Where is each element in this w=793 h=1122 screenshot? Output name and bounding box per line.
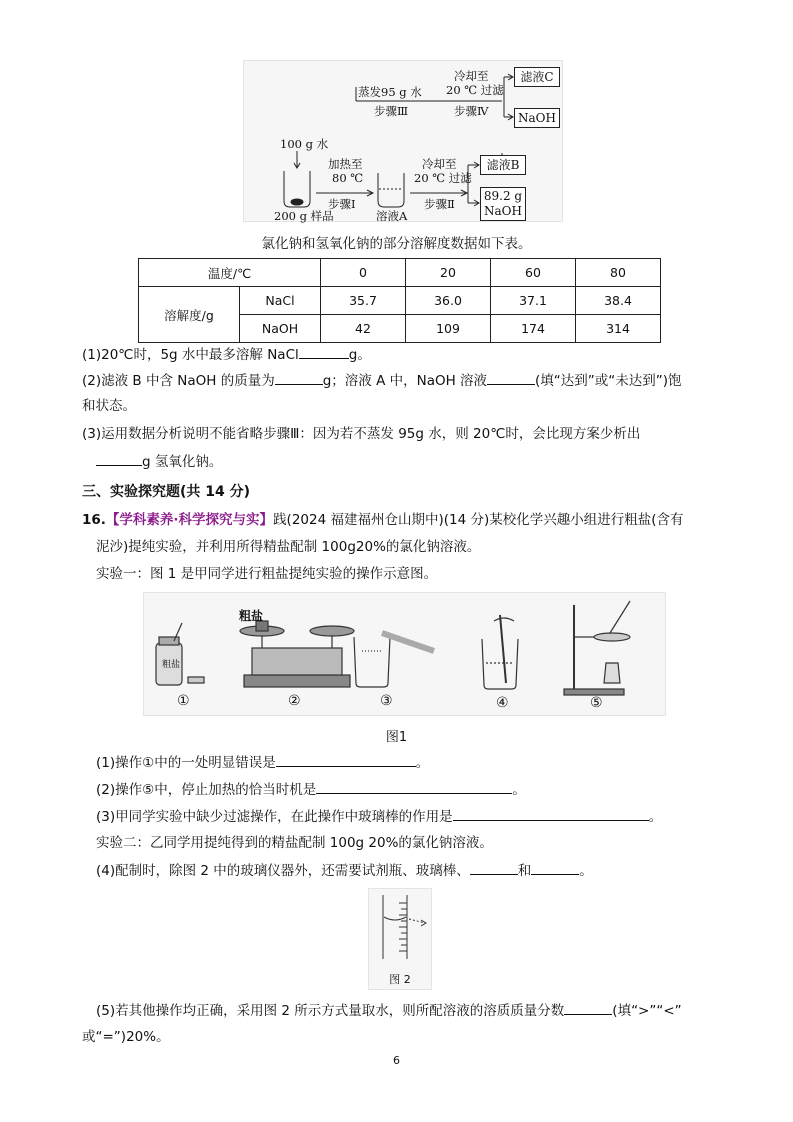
flow-cool-bottom: 冷却至 bbox=[422, 157, 457, 171]
blank[interactable] bbox=[276, 752, 416, 767]
flow-filter-bottom: 20 ℃ 过滤 bbox=[414, 171, 472, 185]
step-5: ⑤ bbox=[590, 695, 603, 711]
table-row bbox=[139, 259, 661, 287]
naoh-0: 42 bbox=[321, 315, 406, 343]
temp-60: 60 bbox=[491, 259, 576, 287]
q16-exp2: 实验二：乙同学用提纯得到的精盐配制 100g 20%的氯化钠溶液。 bbox=[96, 835, 493, 851]
q16-part5-cont: 或“=”)20%。 bbox=[82, 1029, 170, 1045]
solubility-table bbox=[138, 258, 661, 343]
table-intro: 氯化钠和氢氧化钠的部分溶解度数据如下表。 bbox=[261, 236, 532, 252]
q16-part4-text: (4)配制时，除图 2 中的玻璃仪器外，还需要试剂瓶、玻璃棒、 bbox=[96, 863, 470, 879]
naoh-60: 174 bbox=[491, 315, 576, 343]
flow-mass-box bbox=[480, 187, 526, 221]
flow-step2: 步骤Ⅱ bbox=[424, 197, 455, 211]
q16-part1-end: 。 bbox=[415, 755, 430, 771]
flow-temp80: 80 ℃ bbox=[332, 171, 364, 185]
q15-part1-text: (1)20℃时，5g 水中最多溶解 NaCl bbox=[82, 347, 299, 363]
q16-intro-cont: 泥沙)提纯实验，并利用所得精盐配制 100g20%的氯化钠溶液。 bbox=[96, 539, 481, 555]
q15-part1-end: g。 bbox=[348, 347, 371, 363]
q16-part2-end: 。 bbox=[512, 782, 526, 798]
q15-part3-cont bbox=[96, 451, 703, 472]
flow-step3: 步骤Ⅲ bbox=[374, 104, 409, 118]
blank[interactable] bbox=[299, 344, 349, 359]
flow-mass-naoh: NaOH bbox=[484, 204, 522, 218]
flow-mass: 89.2 g bbox=[483, 189, 523, 203]
nacl-60: 37.1 bbox=[491, 287, 576, 315]
q16-part3-end: 。 bbox=[648, 809, 663, 825]
q15-part2 bbox=[82, 370, 703, 391]
blank[interactable] bbox=[531, 860, 579, 875]
flow-filter-top: 20 ℃ 过滤 bbox=[446, 83, 504, 97]
q15-part2-c: (填“达到”或“未达到”)饱 bbox=[535, 373, 682, 389]
blank[interactable] bbox=[453, 806, 649, 821]
naoh-80: 314 bbox=[576, 315, 661, 343]
q16-part4-end: 。 bbox=[579, 863, 593, 879]
flow-diagram bbox=[243, 60, 563, 222]
blank[interactable] bbox=[316, 779, 512, 794]
nacl-label: NaCl bbox=[240, 287, 321, 315]
q16-intro-text: 践(2024 福建福州仓山期中)(14 分)某校化学兴趣小组进行粗盐(含有 bbox=[273, 512, 684, 528]
blank[interactable] bbox=[470, 860, 518, 875]
naoh-20: 109 bbox=[406, 315, 491, 343]
flow-heat: 加热至 bbox=[328, 157, 363, 171]
q15-part3: (3)运用数据分析说明不能省略步骤Ⅲ：因为若不蒸发 95g 水，则 20℃时，会比现方案少析出 bbox=[82, 426, 641, 442]
q16-part5-text: (5)若其他操作均正确，采用图 2 所示方式量取水，则所配溶液的溶质质量分数 bbox=[96, 1003, 565, 1019]
figure-1 bbox=[143, 592, 666, 716]
temp-80: 80 bbox=[576, 259, 661, 287]
naoh-label: NaOH bbox=[240, 315, 321, 343]
step-4: ④ bbox=[496, 695, 509, 711]
flow-step4: 步骤Ⅳ bbox=[454, 104, 489, 118]
q16-part3-text: (3)甲同学实验中缺少过滤操作，在此操作中玻璃棒的作用是 bbox=[96, 809, 453, 825]
q16-part1 bbox=[96, 752, 703, 773]
temp-label: 温度/℃ bbox=[139, 259, 321, 287]
flow-evap: 蒸发95 g 水 bbox=[358, 85, 422, 99]
q16-part2 bbox=[96, 779, 703, 800]
q16-part3 bbox=[96, 806, 703, 827]
blank[interactable] bbox=[564, 1000, 612, 1015]
figure-1-caption: 图1 bbox=[385, 730, 408, 745]
fig1-jar-label: 粗盐 bbox=[162, 660, 181, 670]
flow-water: 100 g 水 bbox=[280, 137, 329, 151]
table-row bbox=[139, 287, 661, 315]
flow-solution-a: 溶液A bbox=[376, 209, 408, 223]
step-2: ② bbox=[288, 693, 301, 709]
q16-part2-text: (2)操作⑤中，停止加热的恰当时机是 bbox=[96, 782, 317, 798]
step-3: ③ bbox=[380, 693, 393, 709]
q16-part5 bbox=[96, 1000, 703, 1021]
flow-filtrate-c: 滤液C bbox=[514, 67, 560, 87]
flow-step1: 步骤Ⅰ bbox=[328, 197, 356, 211]
q16-part1-text: (1)操作①中的一处明显错误是 bbox=[96, 755, 276, 771]
step-1: ① bbox=[177, 693, 190, 709]
q16-number: 16. bbox=[82, 512, 106, 528]
temp-20: 20 bbox=[406, 259, 491, 287]
nacl-80: 38.4 bbox=[576, 287, 661, 315]
q15-part2-a: (2)滤液 B 中含 NaOH 的质量为 bbox=[82, 373, 275, 389]
q16-part4-and: 和 bbox=[517, 863, 532, 879]
q16-exp1: 实验一：图 1 是甲同学进行粗盐提纯实验的操作示意图。 bbox=[96, 566, 438, 582]
temp-0: 0 bbox=[321, 259, 406, 287]
blank[interactable] bbox=[275, 370, 323, 385]
q15-part3-end: g 氢氧化钠。 bbox=[142, 454, 223, 470]
q16-part4 bbox=[96, 860, 703, 881]
flow-filtrate-b: 滤液B bbox=[480, 155, 526, 175]
q16-tag: 【学科素养·科学探究与实】 bbox=[105, 512, 274, 528]
q15-part2-cont: 和状态。 bbox=[82, 398, 136, 414]
page-number: 6 bbox=[393, 1054, 400, 1067]
blank[interactable] bbox=[487, 370, 535, 385]
q15-part1 bbox=[82, 344, 703, 365]
figure-2-caption: 图 2 bbox=[389, 973, 411, 986]
q16-part5-hint: (填“>”“<” bbox=[612, 1003, 682, 1019]
fig1-label: 粗盐 bbox=[239, 609, 264, 623]
q16-intro bbox=[82, 510, 703, 530]
flow-naoh-top: NaOH bbox=[514, 108, 560, 128]
solubility-label: 溶解度/g bbox=[139, 287, 240, 343]
flow-cool-top: 冷却至 bbox=[454, 69, 489, 83]
nacl-20: 36.0 bbox=[406, 287, 491, 315]
nacl-0: 35.7 bbox=[321, 287, 406, 315]
section-heading: 三、实验探究题(共 14 分) bbox=[82, 484, 251, 500]
blank[interactable] bbox=[96, 451, 142, 466]
flow-sample: 200 g 样品 bbox=[274, 209, 334, 223]
figure-2 bbox=[368, 888, 432, 990]
figure-1-drawing bbox=[144, 593, 665, 715]
q15-part2-b: g；溶液 A 中，NaOH 溶液 bbox=[322, 373, 488, 389]
